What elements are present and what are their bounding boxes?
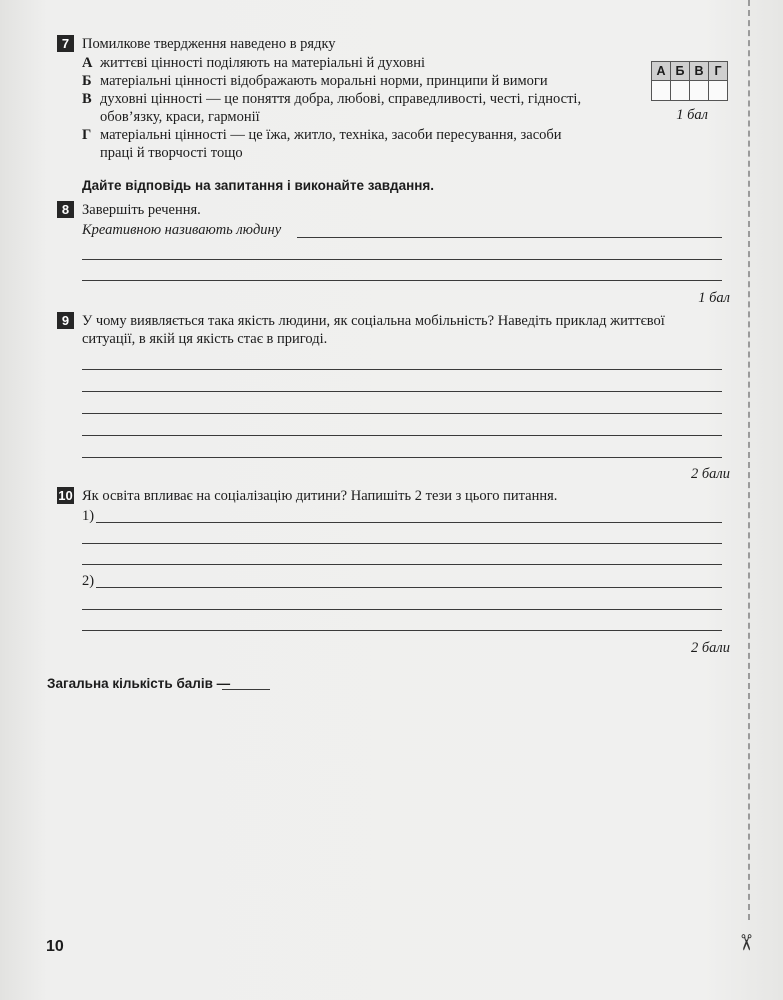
q7-option-b-text: матеріальні цінності відображають моральні норми, принципи й вимоги (100, 73, 548, 89)
question-8-sentence: Креативною називають людину (82, 222, 282, 238)
question-9-prompt-line2: ситуації, в якій ця якість стає в пригоді. (82, 331, 328, 347)
q9-answer-line-4[interactable] (82, 435, 722, 436)
answer-header-a: А (652, 62, 671, 81)
q8-answer-line-3[interactable] (82, 280, 722, 281)
q7-option-d-letter: Г (82, 127, 92, 143)
answer-header-b: Б (671, 62, 690, 81)
q8-answer-line-2[interactable] (82, 259, 722, 260)
q10-answer-2-line-3[interactable] (82, 630, 722, 631)
page-number: 10 (46, 938, 64, 955)
q7-option-c-text-line2: обов’язку, краси, гармонії (100, 109, 260, 125)
question-10-prompt: Як освіта впливає на соціалізацію дитини? Напишіть 2 тези з цього питання. (82, 488, 558, 504)
scissors-icon: ✂ (732, 933, 758, 952)
cut-line (748, 0, 750, 920)
answer-box-b[interactable] (671, 81, 690, 101)
q7-answer-grid (651, 61, 728, 101)
q10-item-1-marker: 1) (82, 508, 95, 524)
q9-score: 2 бали (691, 466, 730, 482)
q7-option-d-text-line1: матеріальні цінності — це їжа, житло, техніка, засоби пересування, засоби (100, 127, 562, 143)
answer-header-d: Г (709, 62, 728, 81)
q7-option-c-letter: В (82, 91, 92, 107)
question-9-number: 9 (57, 312, 74, 329)
q10-answer-1-line-1[interactable] (96, 522, 722, 523)
q10-score: 2 бали (691, 640, 730, 656)
total-score-line[interactable] (222, 689, 270, 690)
question-8-number: 8 (57, 201, 74, 218)
q7-option-a-letter: А (82, 55, 93, 71)
q10-answer-2-line-2[interactable] (82, 609, 722, 610)
question-8-prompt: Завершіть речення. (82, 202, 201, 218)
q7-option-c-text-line1: духовні цінності — це поняття добра, любові, справедливості, честі, гідності, (100, 91, 582, 107)
q7-score: 1 бал (676, 107, 708, 123)
question-7-number: 7 (57, 35, 74, 52)
answer-box-d[interactable] (709, 81, 728, 101)
section-instruction: Дайте відповідь на запитання і виконайте завдання. (82, 178, 435, 193)
answer-header-c: В (690, 62, 709, 81)
q7-option-a-text: життєві цінності поділяють на матеріальні й духовні (100, 55, 426, 71)
q10-item-2-marker: 2) (82, 573, 95, 589)
q8-answer-line-1[interactable] (297, 237, 722, 238)
q8-score: 1 бал (698, 290, 730, 306)
q10-answer-2-line-1[interactable] (96, 587, 722, 588)
total-score-label: Загальна кількість балів — (47, 676, 231, 691)
q9-answer-line-2[interactable] (82, 391, 722, 392)
q9-answer-line-3[interactable] (82, 413, 722, 414)
question-9-prompt-line1: У чому виявляється така якість людини, як соціальна мобільність? Наведіть приклад життєвої (82, 313, 665, 329)
question-10-number: 10 (58, 488, 73, 503)
answer-box-a[interactable] (652, 81, 671, 101)
q7-option-b-letter: Б (82, 73, 92, 89)
q7-option-d-text-line2: праці й творчості тощо (100, 145, 243, 161)
q9-answer-line-5[interactable] (82, 457, 722, 458)
q10-answer-1-line-3[interactable] (82, 564, 722, 565)
q10-answer-1-line-2[interactable] (82, 543, 722, 544)
question-7-prompt: Помилкове твердження наведено в рядку (82, 36, 336, 52)
answer-box-c[interactable] (690, 81, 709, 101)
q9-answer-line-1[interactable] (82, 369, 722, 370)
